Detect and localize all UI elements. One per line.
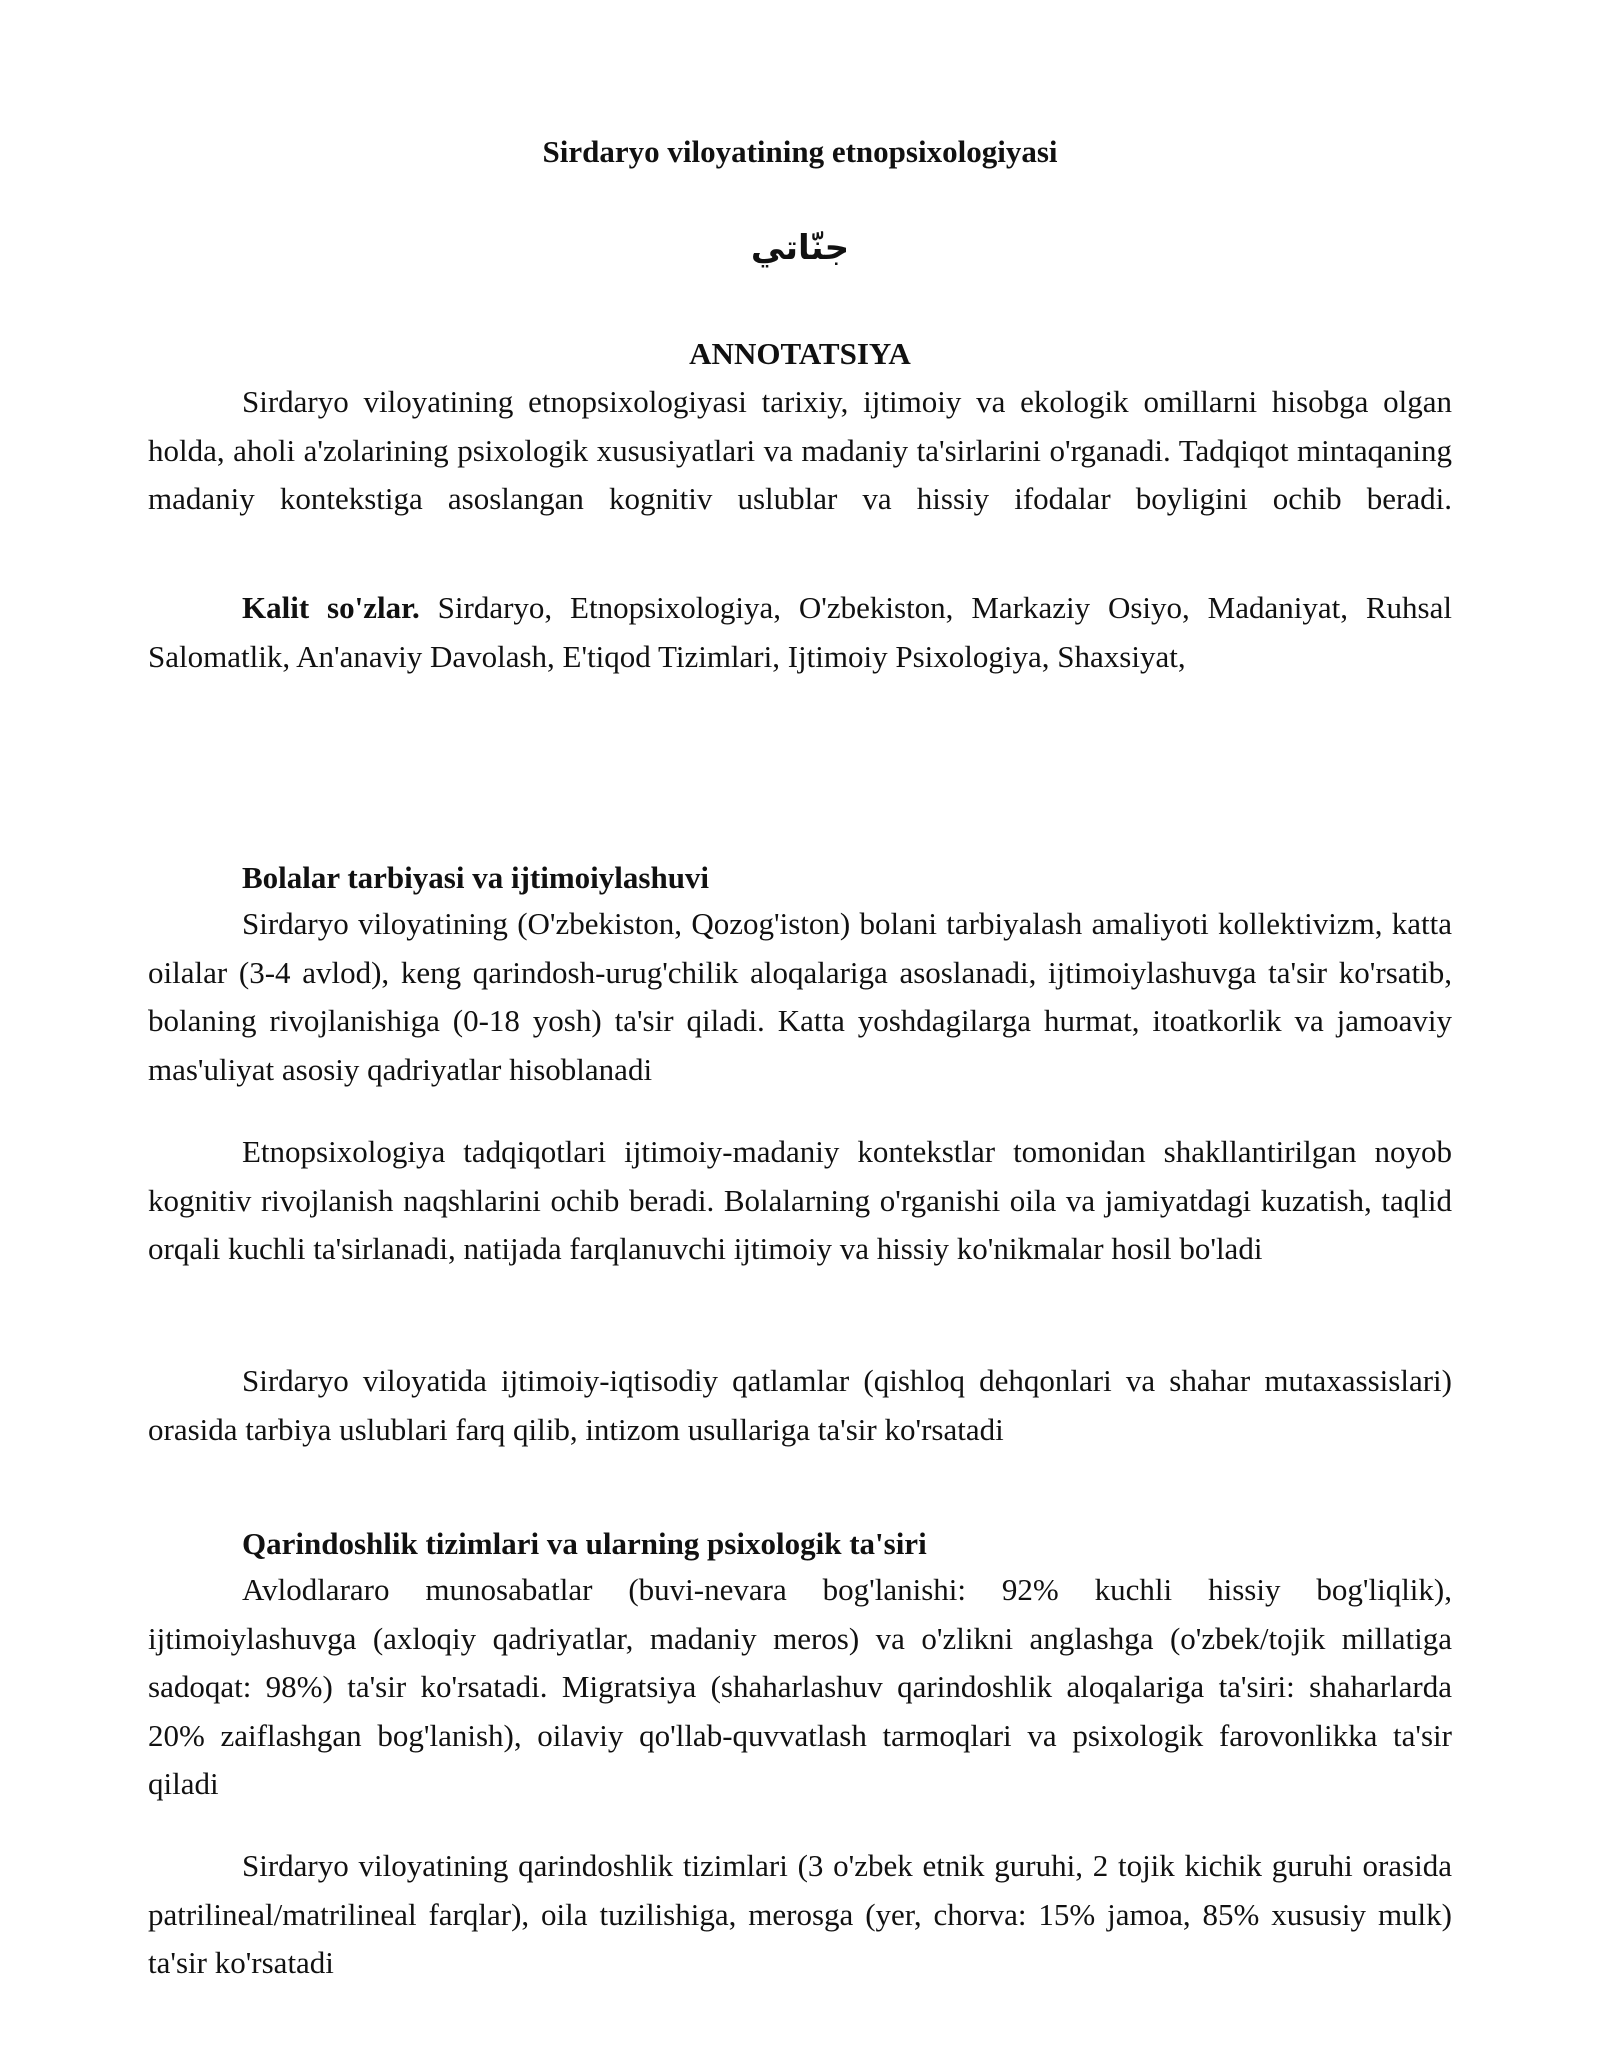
document-title: Sirdaryo viloyatining etnopsixologiyasi — [542, 134, 1058, 169]
section-heading-child-upbringing: Bolalar tarbiyasi va ijtimoiylashuvi — [242, 860, 710, 895]
section-1-paragraph-1: Sirdaryo viloyatining (O'zbekiston, Qozog'iston) bolani tarbiyalash amaliyoti kollektivizm, katta oilalar (3-4 avlod), keng qarindosh-urug'chilik aloqalariga asoslanadi, ijtimoiylashuvga ta'sir ko'rsatib, bolaning rivojlanishiga (0-18 yosh) ta'sir qiladi. Katta yoshdagilarga hurmat, itoatkorlik va jamoaviy mas'uliyat asosiy qadriyatlar hisoblanadi — [148, 906, 1452, 1087]
section-1-paragraph-2: Etnopsixologiya tadqiqotlari ijtimoiy-madaniy kontekstlar tomonidan shakllantirilgan noyob kognitiv rivojlanish naqshlarini ochib beradi. Bolalarning o'rganishi oila va jamiyatdagi kuzatish, taqlid orqali kuchli ta'sirlanadi, natijada farqlanuvchi ijtimoiy va hissiy ko'nikmalar hosil bo'ladi — [148, 1134, 1452, 1266]
keywords-paragraph — [148, 584, 1452, 681]
annotation-heading: ANNOTATSIYA — [689, 336, 911, 371]
annotation-text: Sirdaryo viloyatining etnopsixologiyasi tarixiy, ijtimoiy va ekologik omillarni hisobga olgan holda, aholi a'zolarining psixologik xususiyatlari va madaniy ta'sirlarini o'rganadi. Tadqiqot mintaqaning madaniy kontekstiga asoslangan kognitiv uslublar va hissiy ifodalar boyligini ochib beradi. — [148, 384, 1452, 516]
section-heading-kinship: Qarindoshlik tizimlari va ularning psixologik ta'siri — [242, 1526, 927, 1561]
author-name: جنّاتي — [750, 228, 850, 268]
section-1-paragraph-3: Sirdaryo viloyatida ijtimoiy-iqtisodiy qatlamlar (qishloq dehqonlari va shahar mutaxassislari) orasida tarbiya uslublari farq qilib, intizom usullariga ta'sir ko'rsatadi — [148, 1363, 1452, 1447]
keywords-text: Sirdaryo, Etnopsixologiya, O'zbekiston, Markaziy Osiyo, Madaniyat, Ruhsal Salomatlik, An'anaviy Davolash, E'tiqod Tizimlari, Ijtimoiy Psixologiya, Shaxsiyat, — [148, 590, 1452, 674]
keywords-label: Kalit so'zlar. — [242, 590, 420, 625]
section-2-paragraph-2: Sirdaryo viloyatining qarindoshlik tizimlari (3 o'zbek etnik guruhi, 2 tojik kichik guruhi orasida patrilineal/matrilineal farqlar), oila tuzilishiga, merosga (yer, chorva: 15% jamoa, 85% xususiy mulk) ta'sir ko'rsatadi — [148, 1848, 1452, 1980]
section-2-paragraph-1: Avlodlararo munosabatlar (buvi-nevara bog'lanishi: 92% kuchli hissiy bog'liqlik), ijtimoiylashuvga (axloqiy qadriyatlar, madaniy meros) va o'zlikni anglashga (o'zbek/tojik millatiga sadoqat: 98%) ta'sir ko'rsatadi. Migratsiya (shaharlashuv qarindoshlik aloqalariga ta'siri: shaharlarda 20% zaiflashgan bog'lanish), oilaviy qo'llab-quvvatlash tarmoqlari va psixologik farovonlikka ta'sir qiladi — [148, 1572, 1452, 1801]
